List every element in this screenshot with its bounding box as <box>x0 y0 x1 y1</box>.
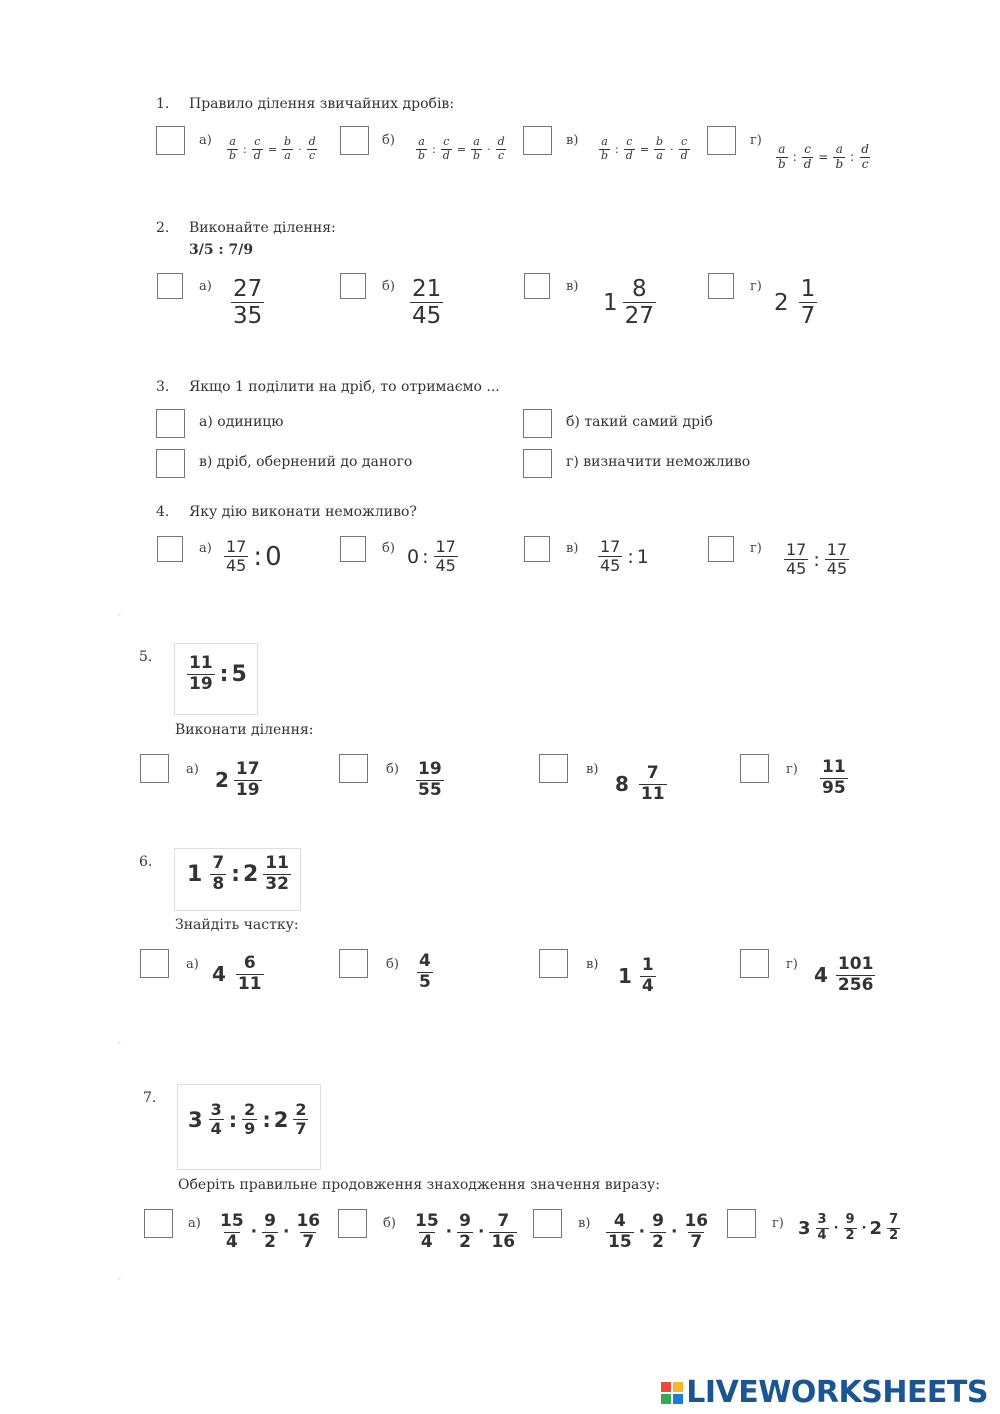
q3-checkbox-a[interactable] <box>156 409 185 438</box>
q3-option-d: г) визначити неможливо <box>566 454 751 470</box>
q1-label-a: а) <box>199 133 212 148</box>
q6-expression-box <box>174 848 301 911</box>
q3-option-c: в) дріб, обернений до даного <box>199 454 413 470</box>
q4-label-a: а) <box>199 541 212 556</box>
q1-checkbox-d[interactable] <box>707 126 736 155</box>
q5-option-b: $\frac{19}{55}$ <box>418 759 442 800</box>
q3-option-b: б) такий самий дріб <box>566 414 713 430</box>
q6-checkbox-a[interactable] <box>140 949 169 978</box>
logo-block <box>673 1394 683 1404</box>
q5-expression: $\frac{11}{19}$ : 5 <box>189 653 247 694</box>
q2-option-c: 1 $\frac{8}{27}$ <box>603 276 654 330</box>
q5-option-a: 2 $\frac{17}{19}$ <box>215 759 260 800</box>
q6-label-b: б) <box>386 957 399 972</box>
q4-option-b: 0 : $\frac{17}{45}$ <box>407 537 456 576</box>
q7-option-b: $\frac{15}{4}$ · $\frac{9}{2}$ · $\frac{7}{16}$ <box>415 1211 516 1252</box>
q4-label-d: г) <box>750 541 762 556</box>
q4-label-b: б) <box>382 541 395 556</box>
q4-label-c: в) <box>566 541 579 556</box>
q6-checkbox-c[interactable] <box>539 949 568 978</box>
q5-checkbox-b[interactable] <box>339 754 368 783</box>
q5-option-d: $\frac{11}{95}$ <box>822 757 846 798</box>
q5-label-a: а) <box>186 762 199 777</box>
q6-label-a: а) <box>186 957 199 972</box>
q3-number: 3. <box>156 379 170 395</box>
separator-mark: - <box>118 610 121 619</box>
q7-expression: 3 $\frac{3}{4}$ : $\frac{2}{9}$ : 2 $\frac{2}{7}$ <box>188 1100 307 1139</box>
q2-label-b: б) <box>382 279 395 294</box>
q7-checkbox-d[interactable] <box>727 1209 756 1238</box>
q1-label-c: в) <box>566 133 579 148</box>
q2-text: Виконайте ділення: <box>189 220 336 236</box>
q7-option-a: $\frac{15}{4}$ · $\frac{9}{2}$ · $\frac{16}{7}$ <box>220 1211 321 1252</box>
q1-label-b: б) <box>382 133 395 148</box>
q1-text: Правило ділення звичайних дробів: <box>189 96 455 112</box>
q7-label-b: б) <box>383 1216 396 1231</box>
q5-expression-box <box>174 643 258 715</box>
q1-option-c: $\frac{a}{b}$ : $\frac{c}{d}$ = $\frac{b}{a}$ · $\frac{c}{d}$ <box>601 135 688 162</box>
q5-label-d: г) <box>786 762 798 777</box>
q1-checkbox-c[interactable] <box>523 126 552 155</box>
q7-checkbox-b[interactable] <box>338 1209 367 1238</box>
q1-option-b: $\frac{a}{b}$ : $\frac{c}{d}$ = $\frac{a}{b}$ · $\frac{d}{c}$ <box>418 135 505 162</box>
q5-number: 5. <box>139 649 153 665</box>
logo-blocks-icon <box>661 1382 683 1404</box>
q2-checkbox-b[interactable] <box>340 273 366 299</box>
q7-expression-box <box>177 1084 321 1170</box>
q3-text: Якщо 1 поділити на дріб, то отримаємо ... <box>189 379 500 395</box>
separator-mark: - <box>118 1274 121 1283</box>
q7-label-a: а) <box>188 1216 201 1231</box>
q2-checkbox-a[interactable] <box>157 273 183 299</box>
q6-label-c: в) <box>586 957 599 972</box>
q5-checkbox-c[interactable] <box>539 754 568 783</box>
q6-number: 6. <box>139 854 153 870</box>
q4-checkbox-d[interactable] <box>708 536 734 562</box>
q3-checkbox-c[interactable] <box>156 449 185 478</box>
q2-label-c: в) <box>566 279 579 294</box>
logo-block <box>661 1394 671 1404</box>
q7-text: Оберіть правильне продовження знаходження значення виразу: <box>178 1177 660 1193</box>
q5-checkbox-a[interactable] <box>140 754 169 783</box>
q6-option-a: 4 $\frac{6}{11}$ <box>212 953 262 994</box>
q2-option-a: $\frac{27}{35}$ <box>233 276 263 330</box>
q6-expression: 1 $\frac{7}{8}$ : 2 $\frac{11}{32}$ <box>187 853 289 894</box>
q1-checkbox-b[interactable] <box>340 126 369 155</box>
q1-option-a: $\frac{a}{b}$ : $\frac{c}{d}$ = $\frac{b}{a}$ · $\frac{d}{c}$ <box>229 135 316 162</box>
logo-block <box>661 1382 671 1392</box>
q2-checkbox-c[interactable] <box>524 273 550 299</box>
q7-label-c: в) <box>578 1216 591 1231</box>
q2-checkbox-d[interactable] <box>708 273 734 299</box>
q4-text: Яку дію виконати неможливо? <box>189 504 417 520</box>
q5-option-c: 8 $\frac{7}{11}$ <box>615 763 665 804</box>
q6-label-d: г) <box>786 957 798 972</box>
q4-option-c: $\frac{17}{45}$ : 1 <box>600 537 649 576</box>
q4-checkbox-b[interactable] <box>340 536 366 562</box>
q4-option-d: $\frac{17}{45}$ : $\frac{17}{45}$ <box>786 540 848 579</box>
q7-checkbox-c[interactable] <box>533 1209 562 1238</box>
separator-mark: - <box>118 1038 121 1047</box>
q4-checkbox-c[interactable] <box>524 536 550 562</box>
logo-text: LIVEWORKSHEETS <box>686 1375 988 1410</box>
q3-checkbox-b[interactable] <box>523 409 552 438</box>
q7-checkbox-a[interactable] <box>144 1209 173 1238</box>
q4-option-a: $\frac{17}{45}$ : 0 <box>226 537 282 576</box>
logo-block <box>673 1382 683 1392</box>
q5-text: Виконати ділення: <box>175 722 314 738</box>
q3-option-a: а) одиницю <box>199 414 284 430</box>
q2-number: 2. <box>156 220 170 236</box>
q4-checkbox-a[interactable] <box>157 536 183 562</box>
q7-option-d: 3 $\frac{3}{4}$ · $\frac{9}{2}$ · 2 $\frac{7}{2}$ <box>798 1212 899 1243</box>
q3-checkbox-d[interactable] <box>523 449 552 478</box>
q7-label-d: г) <box>772 1216 784 1231</box>
q2-expression: 3/5 : 7/9 <box>189 242 254 258</box>
q6-option-d: 4 $\frac{101}{256}$ <box>814 954 874 995</box>
q6-option-b: $\frac{4}{5}$ <box>419 951 431 992</box>
q6-text: Знайдіть частку: <box>175 917 299 933</box>
q6-checkbox-b[interactable] <box>339 949 368 978</box>
q7-option-c: $\frac{4}{15}$ · $\frac{9}{2}$ · $\frac{16}{7}$ <box>608 1211 709 1252</box>
q2-label-d: г) <box>750 279 762 294</box>
liveworksheets-logo <box>661 1375 988 1410</box>
q2-option-b: $\frac{21}{45}$ <box>412 276 442 330</box>
q2-label-a: а) <box>199 279 212 294</box>
q4-number: 4. <box>156 504 170 520</box>
q5-checkbox-d[interactable] <box>740 754 769 783</box>
q2-option-d: 2 $\frac{1}{7}$ <box>774 276 816 330</box>
q1-checkbox-a[interactable] <box>156 126 185 155</box>
q5-label-c: в) <box>586 762 599 777</box>
q5-label-b: б) <box>386 762 399 777</box>
q6-checkbox-d[interactable] <box>740 949 769 978</box>
q1-option-d: $\frac{a}{b}$ : $\frac{c}{d}$ = $\frac{a}{b}$ : $\frac{d}{c}$ <box>778 142 869 171</box>
q6-option-c: 1 $\frac{1}{4}$ <box>618 955 654 996</box>
q1-number: 1. <box>156 96 170 112</box>
q7-number: 7. <box>143 1090 157 1106</box>
q1-label-d: г) <box>750 133 762 148</box>
